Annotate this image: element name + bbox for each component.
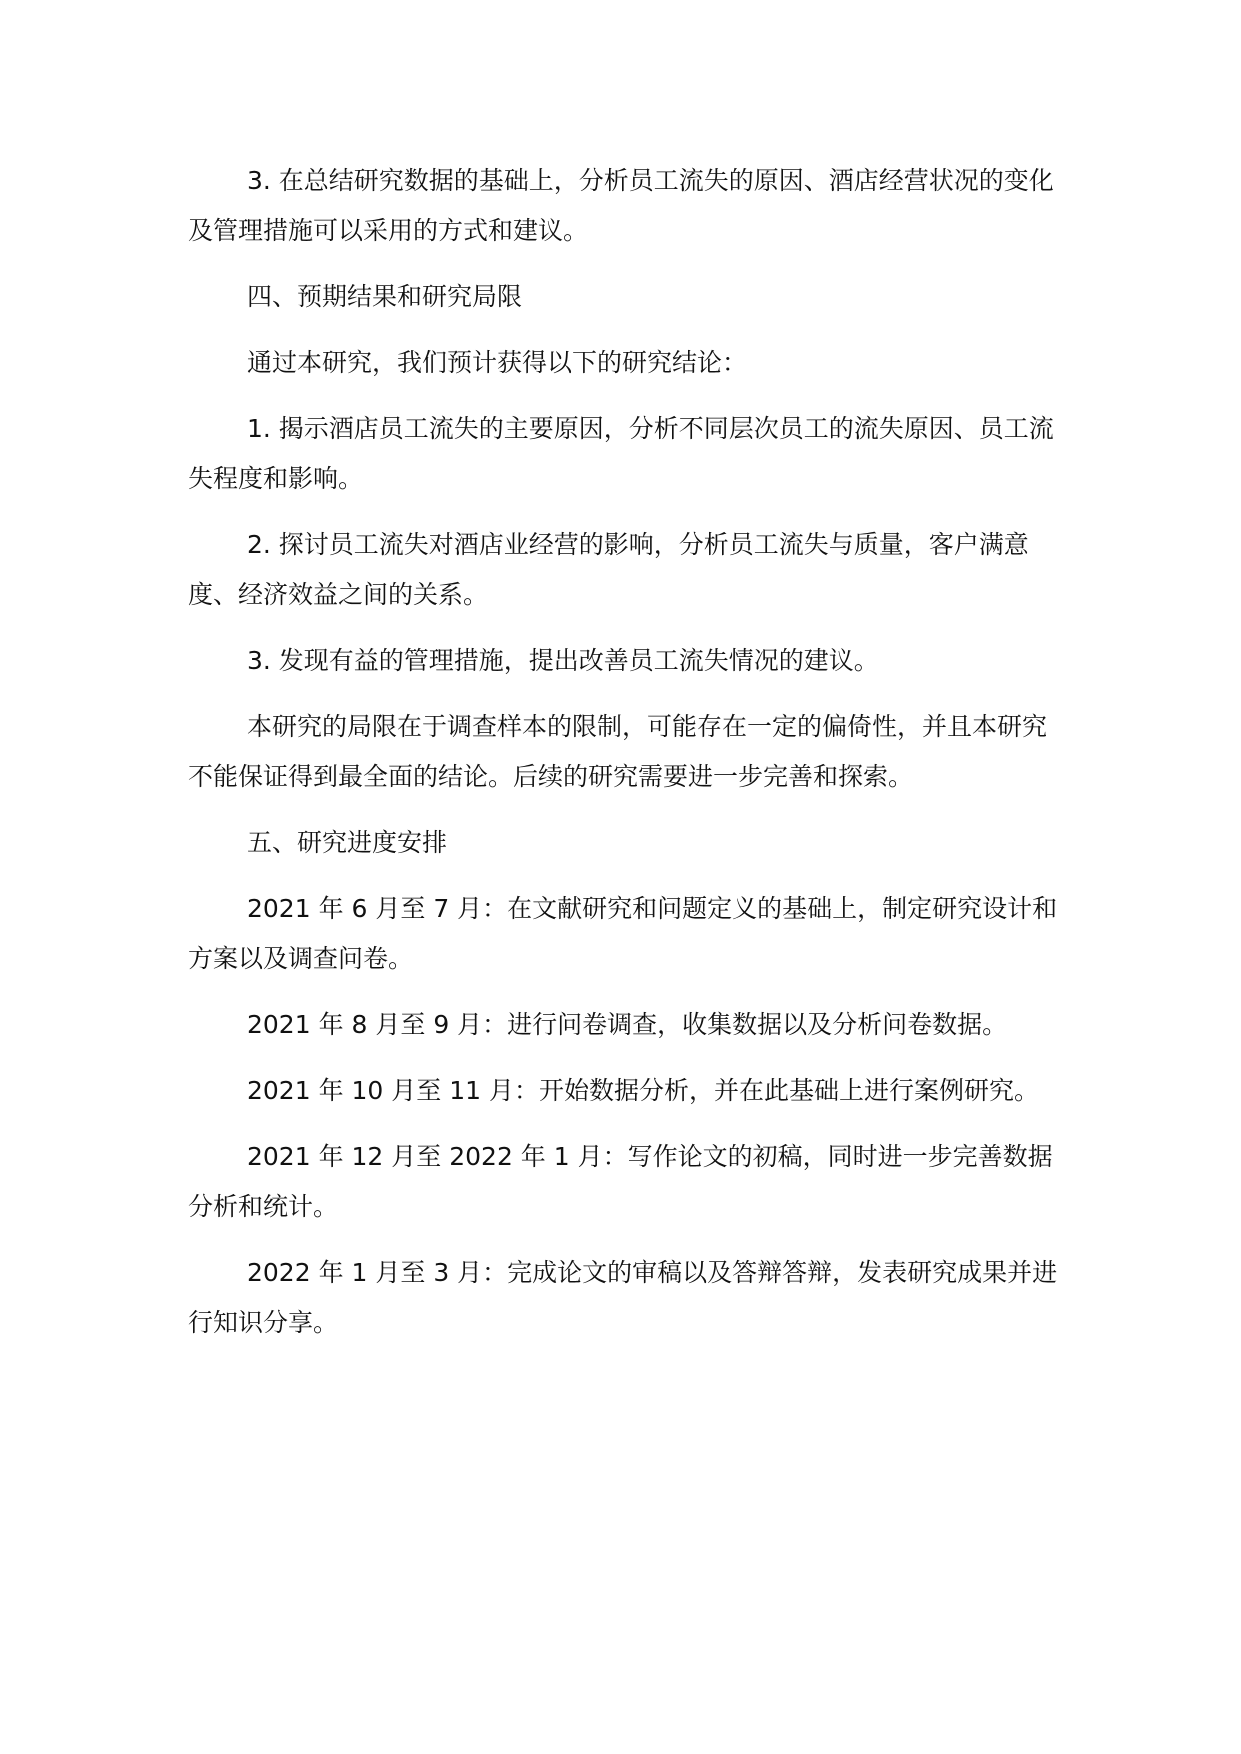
- section-heading-expected-results: 四、预期结果和研究局限: [247, 282, 523, 311]
- schedule-item-dec-jan: 2021 年 12 月至 2022 年 1 月：写作论文的初稿，同时进一步完善数据分析和统计。: [188, 1142, 1053, 1221]
- schedule-item-jan-mar: 2022 年 1 月至 3 月：完成论文的审稿以及答辩答辩，发表研究成果并进行知识分享。: [188, 1258, 1058, 1337]
- paragraph-intro-conclusions: 通过本研究，我们预计获得以下的研究结论：: [247, 348, 748, 377]
- paragraph-analysis-item-3: 3. 在总结研究数据的基础上，分析员工流失的原因、酒店经营状况的变化及管理措施可以采用的方式和建议。: [188, 166, 1054, 245]
- schedule-item-aug-sep: 2021 年 8 月至 9 月：进行问卷调查，收集数据以及分析问卷数据。: [247, 1010, 1008, 1039]
- paragraph-limitations: 本研究的局限在于调查样本的限制，可能存在一定的偏倚性，并且本研究不能保证得到最全面的结论。后续的研究需要进一步完善和探索。: [188, 712, 1048, 791]
- schedule-item-jun-jul: 2021 年 6 月至 7 月：在文献研究和问题定义的基础上，制定研究设计和方案以及调查问卷。: [188, 894, 1058, 973]
- paragraph-conclusion-item-1: 1. 揭示酒店员工流失的主要原因，分析不同层次员工的流失原因、员工流失程度和影响。: [188, 414, 1054, 493]
- schedule-item-oct-nov: 2021 年 10 月至 11 月：开始数据分析，并在此基础上进行案例研究。: [247, 1076, 1039, 1105]
- document-body: [188, 156, 1068, 1364]
- paragraph-conclusion-item-2: 2. 探讨员工流失对酒店业经营的影响，分析员工流失与质量，客户满意度、经济效益之间的关系。: [188, 530, 1029, 609]
- paragraph-conclusion-item-3: 3. 发现有益的管理措施，提出改善员工流失情况的建议。: [247, 646, 879, 675]
- section-heading-schedule: 五、研究进度安排: [247, 828, 448, 857]
